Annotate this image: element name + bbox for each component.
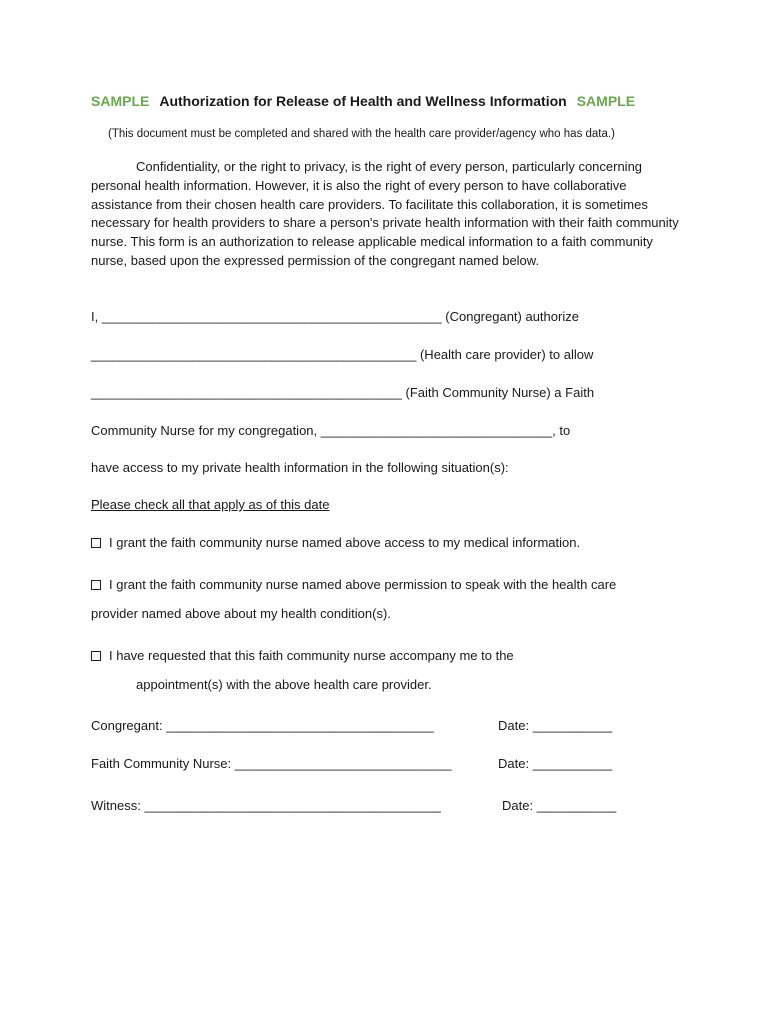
authorization-line-1: [91, 309, 579, 324]
congregant-date-line: [498, 718, 612, 733]
document-title-row: [91, 93, 691, 109]
date-label: Date:: [498, 718, 533, 733]
checklist-item-text: I grant the faith community nurse named above access to my medical information.: [109, 535, 581, 550]
witness-signature-label: Witness:: [91, 798, 145, 813]
document-title: Authorization for Release of Health and Wellness Information: [159, 93, 567, 109]
date-label: Date:: [502, 798, 537, 813]
accompany-appointment-checkbox[interactable]: [91, 651, 101, 661]
nurse-signature-label: Faith Community Nurse:: [91, 756, 235, 771]
authorization-provider-label: (Health care provider) to allow: [416, 347, 594, 362]
checklist-item: [91, 535, 580, 550]
checklist-item-text: I have requested that this faith community nurse accompany me to the: [109, 648, 514, 663]
authorization-prefix: I,: [91, 309, 102, 324]
witness-date-field[interactable]: ___________: [536, 798, 617, 813]
checklist-item-text: I grant the faith community nurse named above permission to speak with the health care: [109, 577, 617, 592]
congregant-name-field[interactable]: _______________________________________________: [101, 309, 442, 324]
sample-watermark-left: SAMPLE: [91, 93, 150, 109]
authorization-congregant-label: (Congregant) authorize: [441, 309, 579, 324]
intro-text: Confidentiality, or the right to privacy, is the right of every person, particularly concerning personal health information. However, it is also the right of every person to have collaborative assistance from their chosen health care providers. To facilitate this collaboration, it is sometimes necessary for health providers to share a person's private health information with their faith community nurse. This form is an authorization to release applicable medical information to a faith community nurse, based upon the expressed permission of the congregant named below.: [91, 159, 679, 268]
authorization-congregation-label: Community Nurse for my congregation,: [91, 423, 321, 438]
nurse-date-line: [498, 756, 612, 771]
witness-date-line: [502, 798, 616, 813]
authorization-line-5: have access to my private health information in the following situation(s):: [91, 460, 509, 475]
authorization-line-2: [91, 347, 593, 362]
checklist-heading: Please check all that apply as of this date: [91, 497, 330, 512]
congregant-signature-line: [91, 718, 434, 733]
congregant-date-field[interactable]: ___________: [532, 718, 613, 733]
nurse-date-field[interactable]: ___________: [532, 756, 613, 771]
checklist-item: [91, 648, 514, 663]
authorization-line-3: [91, 385, 594, 400]
checklist-item-continuation: appointment(s) with the above health care provider.: [136, 677, 432, 692]
speak-with-provider-checkbox[interactable]: [91, 580, 101, 590]
witness-signature-field[interactable]: _________________________________________: [144, 798, 441, 813]
witness-signature-line: [91, 798, 441, 813]
congregation-name-field[interactable]: ________________________________: [320, 423, 553, 438]
authorization-line-4: [91, 423, 570, 438]
authorization-nurse-label: (Faith Community Nurse) a Faith: [401, 385, 595, 400]
access-medical-info-checkbox[interactable]: [91, 538, 101, 548]
nurse-signature-line: [91, 756, 452, 771]
date-label: Date:: [498, 756, 533, 771]
congregant-signature-field[interactable]: _____________________________________: [166, 718, 434, 733]
congregant-signature-label: Congregant:: [91, 718, 167, 733]
intro-paragraph: [91, 158, 691, 271]
nurse-signature-field[interactable]: ______________________________: [234, 756, 452, 771]
sample-watermark-right: SAMPLE: [576, 93, 636, 109]
document-subtitle: (This document must be completed and shared with the health care provider/agency who has data.): [108, 128, 615, 140]
checklist-item-continuation: provider named above about my health condition(s).: [91, 606, 391, 621]
health-care-provider-field[interactable]: _____________________________________________: [91, 347, 417, 362]
authorization-to-label: , to: [552, 423, 571, 438]
faith-community-nurse-field[interactable]: ___________________________________________: [91, 385, 402, 400]
checklist-item: [91, 577, 616, 592]
